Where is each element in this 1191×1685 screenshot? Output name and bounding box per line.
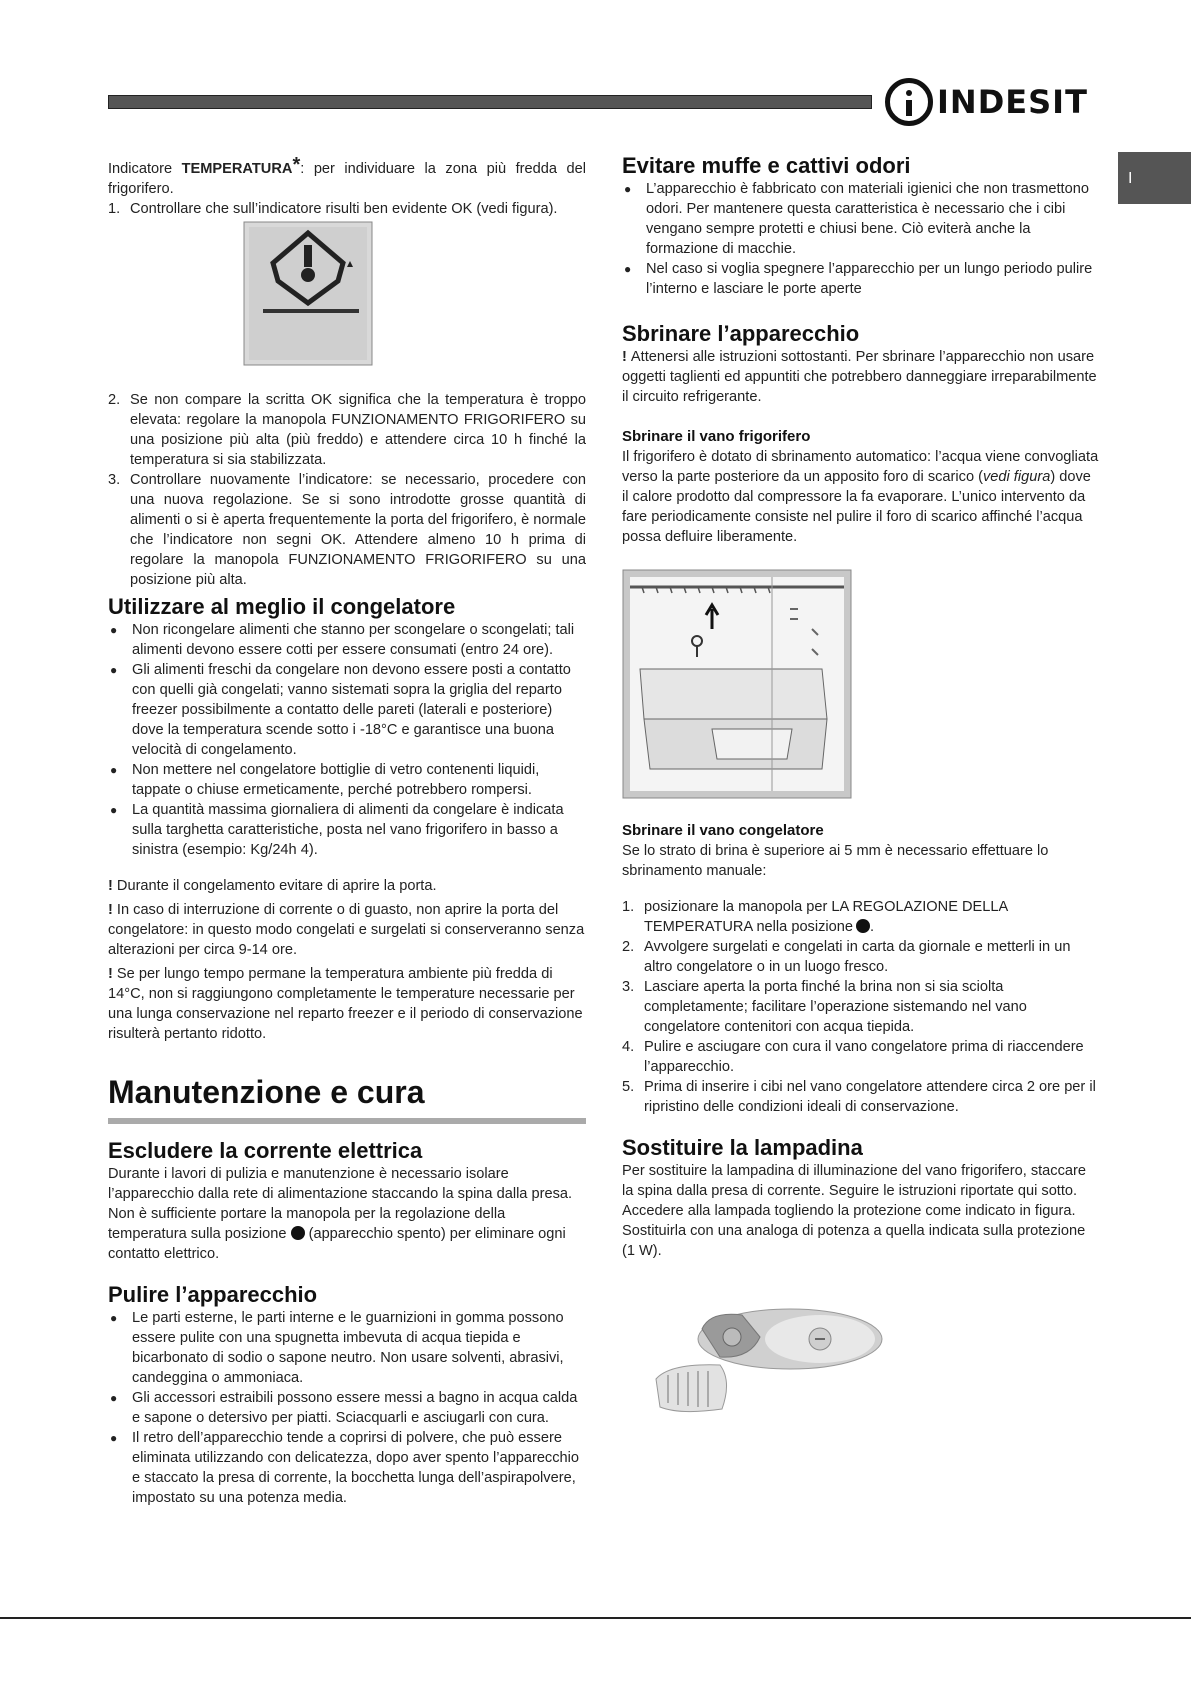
list-item: ● Nel caso si voglia spegnere l’apparecchio per un lungo periodo pulire l’interno e lasciare le porte aperte [624,261,1093,297]
footer-rule [0,1617,1191,1619]
defrost-heading: Sbrinare l’apparecchio [622,321,860,346]
list-item: ● Non ricongelare alimenti che stanno per scongelare o scongelati; tali alimenti devono essere cotti per essere consumati (entro 24 ore). [110,622,575,658]
temperature-indicator-figure [243,221,373,366]
language-tab-label: I [1128,170,1133,187]
list-item: ● Gli accessori estraibili possono essere messi a bagno in acqua calda e sapone o detersivo per piatti. Sciacquarli e asciugarli con cura. [110,1390,578,1426]
list-item: ● Non mettere nel congelatore bottiglie di vetro contenenti liquidi, tappate o chiuse ermeticamente, perché potrebbero rompersi. [110,762,540,798]
fridge-drain-figure [622,569,852,799]
brand-name: INDESIT [937,83,1088,121]
list-item: 3. Lasciare aperta la porta finché la brina non si sia sciolta completamente; facilitare l’operazione sistemando nel vano congelatore contenitori con acqua tiepida. [622,979,1027,1035]
indicator-step-2: 2. Se non compare la scritta OK significa che la temperatura è troppo elevata: regolare la manopola FUNZIONAMENTO FRIGORIFERO su una posizione più alta (più freddo) e attendere circa 10 h finché la temperatura si sia stabilizzata. [108,392,586,468]
mold-heading: Evitare muffe e cattivi odori [622,153,911,178]
left-column [108,155,586,1508]
off-position-icon [291,1226,305,1240]
power-heading: Escludere la corrente elettrica [108,1138,423,1163]
fridge-defrost-heading: Sbrinare il vano frigorifero [622,428,811,445]
list-item: 5. Prima di inserire i cibi nel vano congelatore attendere circa 2 ore per il ripristino delle condizioni ideali di conservazione. [622,1079,1096,1115]
brand-logo [885,78,1088,126]
warning-note-2: ! In caso di interruzione di corrente o di guasto, non aprire la porta del congelatore: in questo modo congelati e surgelati si conserveranno senza alterazioni per circa 9-14 ore. [108,902,585,958]
warning-note-3: ! Se per lungo tempo permane la temperatura ambiente più fredda di 14°C, non si raggiungono completamente le temperature necessarie per una lunga conservazione nel reparto freezer e il periodo di conservazione risulterà pertanto ridotto. [108,966,583,1042]
cleaning-list [108,1308,586,1508]
freezer-defrost-steps [622,897,1100,1117]
lamp-text: Per sostituire la lampadina di illuminazione del vano frigorifero, staccare la spina dalla presa di corrente. Seguire le istruzioni riportate qui sotto. Accedere alla lampada togliendo la protezione come indicato in figura. Sostituirla con una analoga di potenza a quella indicata sulla protezione (1 W). [622,1163,1086,1259]
indesit-logo-icon [885,78,933,126]
maintenance-heading: Manutenzione e cura [108,1074,425,1110]
indicator-step-3: 3. Controllare nuovamente l’indicatore: se necessario, procedere con una nuova regolazione. Se si sono introdotte grosse quantità di alimenti o si è aperta frequentemente la porta del frigorifero, è normale che l’indicatore non segni OK. Attendere almeno 10 h prima di regolare la manopola FUNZIONAMENTO FRIGORIFERO su una posizione più alta. [108,472,586,588]
list-item: ● Le parti esterne, le parti interne e le guarnizioni in gomma possono essere pulite con una spugnetta imbevuta di acqua tiepida e bicarbonato di sodio o sapone neutro. Non usare solventi, abrasivi, candeggina o ammoniaca. [110,1310,564,1386]
list-item: ● L’apparecchio è fabbricato con materiali igienici che non trasmettono odori. Per mantenere questa caratteristica è necessario che i cibi vengano sempre protetti e chiusi bene. Ciò eviterà anche la formazione di macchie. [624,181,1089,257]
list-item: ● La quantità massima giornaliera di alimenti da congelare è indicata sulla targhetta caratteristiche, posta nel vano frigorifero in basso a sinistra (esempio: Kg/24h 4). [110,802,564,858]
list-item: 2. Avvolgere surgelati e congelati in carta da giornale e metterli in un altro congelatore o in un luogo fresco. [622,939,1071,975]
indicator-step-1: 1. Controllare che sull’indicatore risulti ben evidente OK (vedi figura). [108,201,558,217]
mold-list [622,179,1100,299]
defrost-text: ! Attenersi alle istruzioni sottostanti. Per sbrinare l’apparecchio non usare oggetti taglienti ed appuntiti che potrebbero danneggiare irreparabilmente il circuito refrigerante. [622,349,1097,405]
list-item: 4. Pulire e asciugare con cura il vano congelatore prima di riaccendere l’apparecchio. [622,1039,1084,1075]
cleaning-heading: Pulire l’apparecchio [108,1282,318,1307]
lamp-heading: Sostituire la lampadina [622,1135,863,1160]
freezer-defrost-heading: Sbrinare il vano congelatore [622,822,824,839]
power-text: Durante i lavori di pulizia e manutenzione è necessario isolare l’apparecchio dalla rete di alimentazione staccando la spina dalla presa. Non è sufficiente portare la manopola per la regolazione della temperatura sulla posizione (apparecchio spento) per eliminare ogni contatto elettrico. [108,1166,573,1262]
temperature-indicator-intro: Indicatore TEMPERATURA*: per individuare la zona più fredda del frigorifero. [108,154,586,197]
warning-note-1: ! Durante il congelamento evitare di aprire la porta. [108,878,437,894]
freezer-usage-list [108,620,586,860]
freezer-defrost-text: Se lo strato di brina è superiore ai 5 mm è necessario effettuare lo sbrinamento manuale: [622,843,1049,879]
list-item: ● Il retro dell’apparecchio tende a coprirsi di polvere, che può essere eliminata utilizzando con delicatezza, dopo aver spento l’apparecchio e staccato la presa di corrente, la bocchetta lunga dell’aspirapolvere, impostato su una potenza media. [110,1430,580,1506]
header-rule [108,95,872,109]
language-tab [1118,152,1191,204]
list-item: ● Gli alimenti freschi da congelare non devono essere posti a contatto con quelli già congelati; vanno sistemati sopra la griglia del reparto freezer possibilmente a contatto delle pareti (laterali e posteriore) dove la temperatura scende sotto i -18°C e garantisce una buona velocità di congelamento. [110,662,571,758]
fridge-defrost-text: Il frigorifero è dotato di sbrinamento automatico: l’acqua viene convogliata verso la parte posteriore da un apposito foro di scarico (vedi figura) dove il calore prodotto dal compressore la fa evaporare. L’unico intervento da fare periodicamente consiste nel pulire il foro di scarico affinché l’acqua possa defluire liberamente. [622,449,1099,545]
section-rule [108,1118,586,1124]
right-column [622,153,1100,1429]
off-position-icon [856,919,870,933]
list-item: 1. posizionare la manopola per LA REGOLAZIONE DELLA TEMPERATURA nella posizione . [622,899,1008,935]
freezer-usage-heading: Utilizzare al meglio il congelatore [108,594,456,619]
lamp-cover-figure [650,1289,910,1429]
